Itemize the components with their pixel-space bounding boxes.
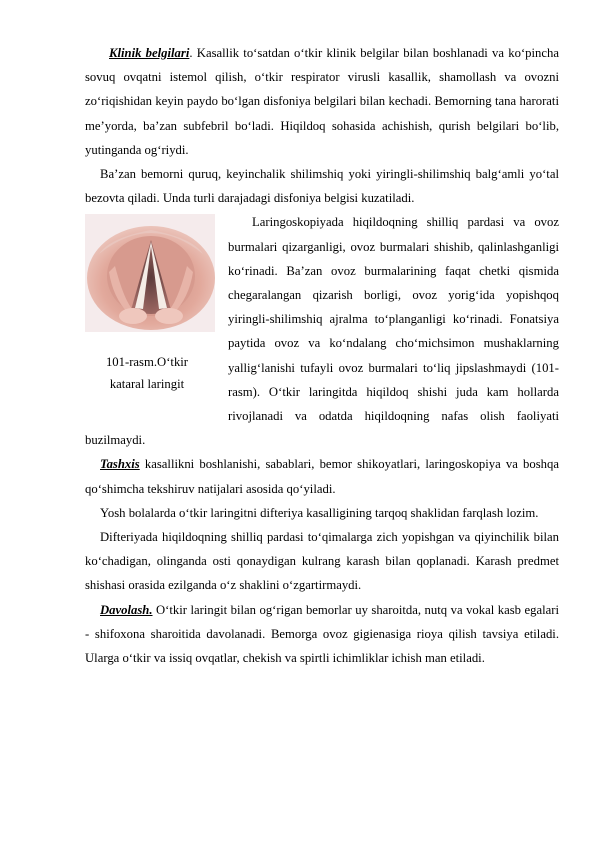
paragraph-diphtheria: Difteriyada hiqildoqning shilliq pardasi to‘qimalarga zich yopishgan va qiyinchilik bilan ko‘chadigan, olinganda osti qonaydigan kulrang karash bilan qoplanadi. Karash predmet shishasi orasida ezilganda o‘z shaklini o‘zgartirmaydi.	[85, 530, 559, 593]
paragraph-children: Yosh bolalarda o‘tkir laringitni difteriya kasalligining tarqoq shaklidan farqlash lozim.	[100, 505, 539, 520]
page-content	[85, 41, 559, 670]
text-treatment: O‘tkir laringit bilan og‘rigan bemorlar uy sharoitda, nutq va vokal kasb egalari - shifoxona sharoitida davolanadi. Bemorga ovoz gigienasiga rioya qilish tavsiya etiladi. Ularga o‘tkir va issiq ovqatlar, chekish va spirtli ichimliklar ichish man etiladi.	[85, 602, 559, 666]
paragraph-diagnosis	[85, 452, 559, 500]
laryngoscopy-image	[85, 214, 215, 332]
label-clinical-signs: Klinik belgilari	[109, 46, 190, 60]
text-diagnosis: kasallikni boshlanishi, sabablari, bemor shikoyatlari, laringoskopiya va boshqa qo‘shimcha tekshiruv natijalari asosida qo‘yiladi.	[85, 457, 559, 496]
label-diagnosis: Tashxis	[100, 457, 140, 472]
label-treatment: Davolash.	[100, 602, 153, 617]
paragraph-laryngoscopy: Laringoskopiyada hiqildoqning shilliq pardasi va ovoz burmalari qizarganligi, ovoz burmalari shishib, qalinlashganligi ko‘rinadi. Ba’zan ovoz burmalarining faqat chetki qismida chegaralangan qizarish borligi, ovoz yorig‘ida yopishqoq yiringli-shilimshiq ajralma to‘planganligi ko‘rinadi. Fonatsiya paytida ovoz va ko‘ndalang cho‘michsimon mushaklarning yallig‘lanishi tufayli ovoz burmalari to‘liq jipslashmaydi (101-rasm). O‘tkir laringitda hiqildoq shishi juda kam hollarda rivojlanadi va odatda hiqildoqning nafas olish faoliyati buzilmaydi.	[85, 215, 559, 448]
figure-section	[85, 210, 559, 452]
paragraph-cough: Ba’zan bemorni quruq, keyinchalik shilimshiq yoki yiringli-shilimshiq balg‘amli yo‘tal bezovta qiladi. Unda turli darajadagi disfoniya belgisi kuzatiladi.	[85, 167, 559, 206]
text-clinical-signs: . Kasallik to‘satdan o‘tkir klinik belgilar bilan boshlanadi va ko‘pincha sovuq ovqatni istemol qilish, o‘tkir respirator virusli kasallik, shamollash va ovozni zo‘riqishidan keyin paydo bo‘lgan disfoniya belgilari bilan kechadi. Bemorning tana harorati me’yorda, ba’zan subfebril bo‘ladi. Hiqildoq sohasida achishish, qurish belgilari bo‘lib, yutinganda og‘riydi.	[85, 46, 559, 157]
paragraph-clinical-signs	[85, 41, 559, 162]
figure-caption-line1: 101-rasm.O‘tkir	[105, 355, 189, 370]
paragraph-treatment	[85, 598, 559, 671]
figure-acute-laryngitis	[85, 210, 225, 408]
figure-caption-line2: kataral laringit	[109, 377, 185, 392]
